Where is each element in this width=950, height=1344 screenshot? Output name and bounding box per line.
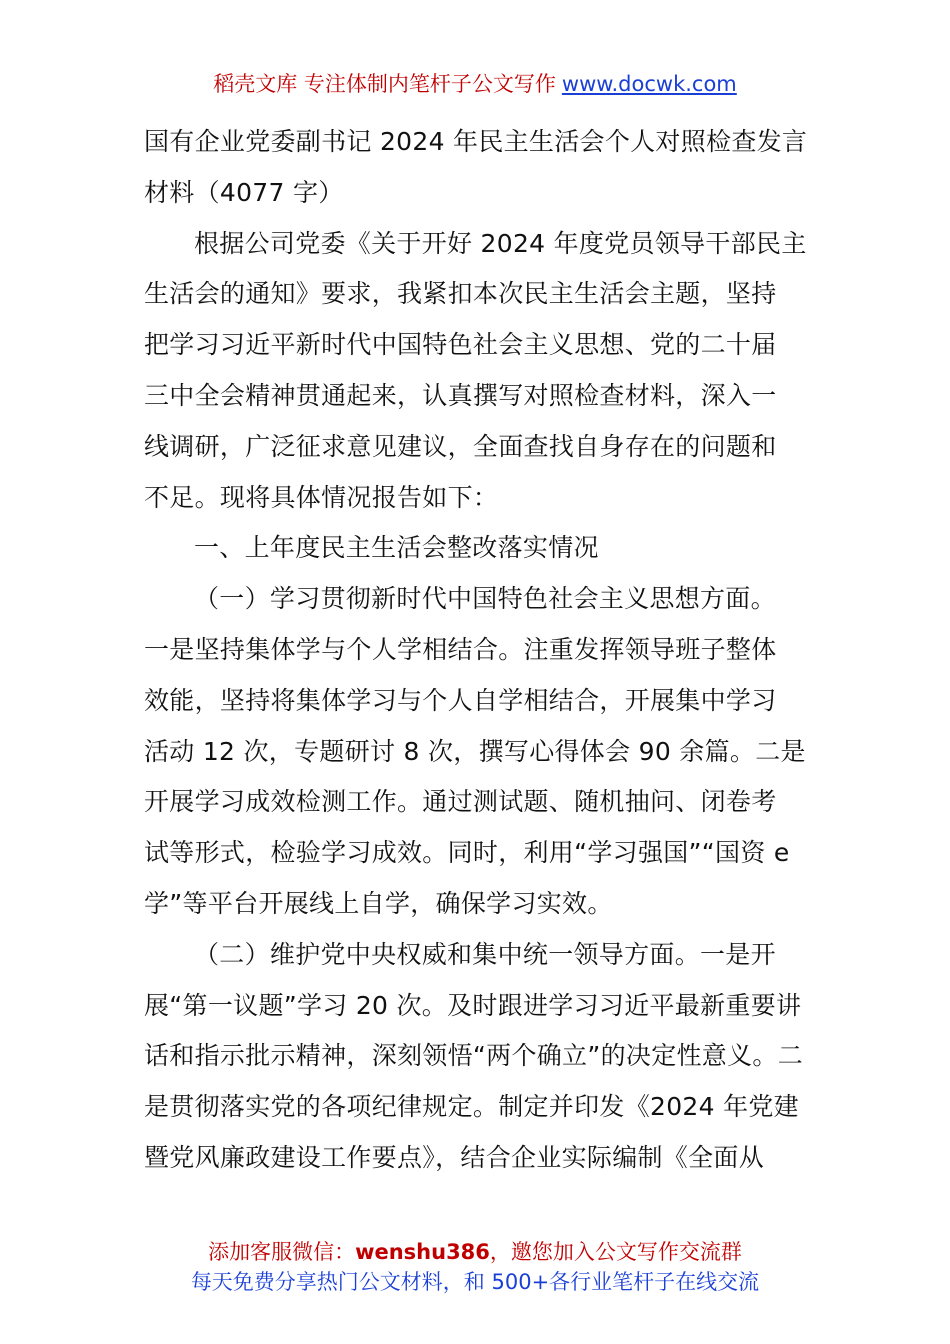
paragraph-line: 三中全会精神贯通起来，认真撰写对照检查材料，深入一	[144, 380, 777, 410]
paragraph-line: 展“第一议题”学习 20 次。及时跟进学习习近平最新重要讲	[144, 990, 802, 1020]
paragraph-line: 把学习习近平新时代中国特色社会主义思想、党的二十届	[144, 330, 777, 360]
paragraph-line: 学”等平台开展线上自学，确保学习实效。	[144, 888, 613, 918]
footer-suffix: ，邀您加入公文写作交流群	[489, 1240, 742, 1264]
paragraph-line: 线调研，广泛征求意见建议，全面查找自身存在的问题和	[144, 431, 777, 461]
footer-share-line: 每天免费分享热门公文材料，和 500+各行业笔杆子在线交流	[190, 1270, 760, 1294]
document-body	[144, 117, 808, 1184]
paragraph-line: 根据公司党委《关于开好 2024 年度党员领导干部民主	[194, 228, 807, 258]
paragraph-line: 生活会的通知》要求，我紧扣本次民主生活会主题，坚持	[144, 279, 777, 309]
paragraph-line: 暨党风廉政建设工作要点》，结合企业实际编制《全面从	[144, 1142, 765, 1172]
paragraph-line: 活动 12 次，专题研讨 8 次，撰写心得体会 90 余篇。二是	[144, 736, 806, 766]
paragraph-line: 是贯彻落实党的各项纪律规定。制定并印发《2024 年党建	[144, 1092, 799, 1122]
page-header	[0, 68, 950, 100]
page-footer	[0, 1237, 950, 1297]
footer-prefix: 添加客服微信：	[208, 1240, 356, 1264]
doc-title-line: 材料（4077 字）	[144, 177, 344, 207]
paragraph-line: 一是坚持集体学与个人学相结合。注重发挥领导班子整体	[144, 634, 777, 664]
doc-title-line: 国有企业党委副书记 2024 年民主生活会个人对照检查发言	[144, 127, 808, 156]
paragraph-line: （一）学习贯彻新时代中国特色社会主义思想方面。	[194, 584, 776, 614]
paragraph-line: （二）维护党中央权威和集中统一领导方面。一是开	[194, 939, 776, 969]
paragraph-line: 不足。现将具体情况报告如下：	[144, 482, 499, 512]
header-url-link[interactable]: www.docwk.com	[561, 72, 737, 96]
footer-contact-line	[0, 1237, 950, 1267]
paragraph-line: 开展学习成效检测工作。通过测试题、随机抽问、闭卷考	[144, 787, 777, 817]
paragraph-line: 话和指示批示精神，深刻领悟“两个确立”的决定性意义。二	[144, 1041, 804, 1071]
wechat-id: wenshu386	[355, 1240, 490, 1264]
header-brand: 稻壳文库 专注体制内笔杆子公文写作	[213, 72, 556, 96]
paragraph-line: 效能，坚持将集体学习与个人自学相结合，开展集中学习	[144, 685, 777, 715]
section-heading: 一、上年度民主生活会整改落实情况	[194, 533, 599, 563]
paragraph-line: 试等形式，检验学习成效。同时，利用“学习强国”“国资 e	[144, 838, 790, 868]
